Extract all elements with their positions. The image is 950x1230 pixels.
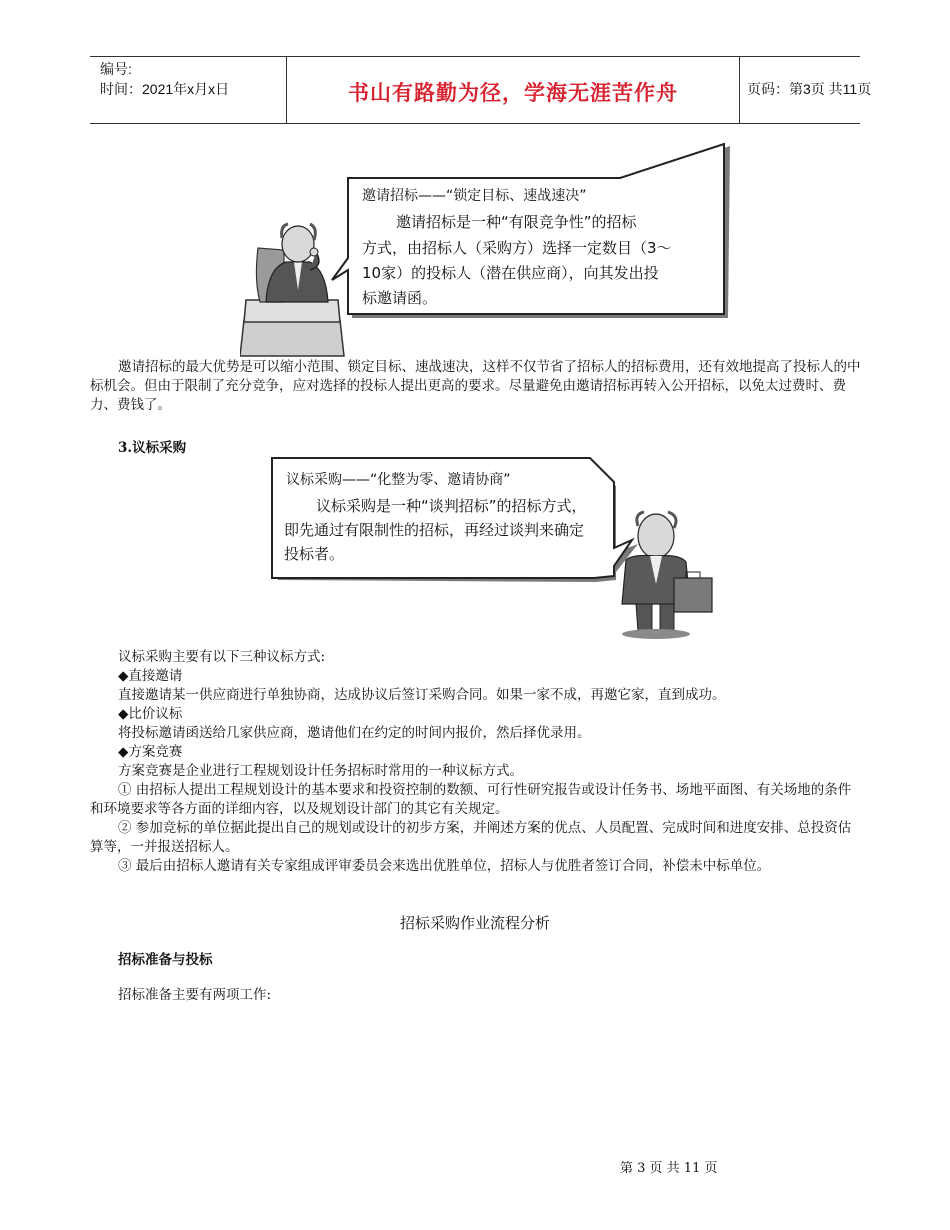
header-page-cell bbox=[739, 57, 872, 123]
prep-text: 招标准备主要有两项工作: bbox=[118, 987, 272, 1003]
method-compare-title: ◆比价议标 bbox=[118, 706, 183, 722]
prep-heading: 招标准备与投标 bbox=[118, 952, 213, 968]
invite-callout-line: 方式，由招标人（采购方）选择一定数目（3～ bbox=[362, 239, 672, 257]
contest-step-2: ② 参加竞标的单位据此提出自己的规划或设计的初步方案，并阐述方案的优点、人员配置、完成时间和进度安排、总投资估算等，一并报送招标人。 bbox=[90, 820, 852, 855]
negotiate-callout-line: 即先通过有限制性的招标，再经过谈判来确定 bbox=[284, 521, 585, 539]
method-contest-text: 方案竞赛是企业进行工程规划设计任务招标时常用的一种议标方式。 bbox=[118, 763, 523, 779]
contest-step-1: ① 由招标人提出工程规划设计的基本要求和投资控制的数额、可行性研究报告或设计任务书、场地平面图、有关场地的条件和环境要求等各方面的详细内容，以及规划设计部门的其它有关规定。 bbox=[90, 782, 852, 817]
page-header bbox=[90, 56, 872, 124]
method-compare-text: 将投标邀请函送给几家供应商，邀请他们在约定的时间内报价，然后择优录用。 bbox=[118, 725, 591, 741]
invite-callout-title: 邀请招标——“锁定目标、速战速决” bbox=[362, 188, 587, 204]
negotiate-callout-line: 议标采购是一种“谈判招标”的招标方式， bbox=[316, 497, 587, 515]
section-heading-negotiation: 3.议标采购 bbox=[118, 440, 187, 456]
invite-callout-line: 邀请招标是一种“有限竞争性”的招标 bbox=[396, 213, 637, 231]
header-motto: 书山有路勤为径，学海无涯苦作舟 bbox=[348, 81, 678, 105]
document-time-label: 时间：2021年x月x日 bbox=[100, 81, 230, 97]
invite-callout bbox=[240, 140, 740, 360]
contest-step-3: ③ 最后由招标人邀请有关专家组成评审委员会来选出优胜单位，招标人与优胜者签订合同，补偿未中标单位。 bbox=[118, 858, 771, 874]
method-direct-text: 直接邀请某一供应商进行单独协商，达成协议后签订采购合同。如果一家不成，再邀它家，直到成功。 bbox=[118, 687, 726, 703]
document-number-label: 编号: bbox=[100, 61, 132, 77]
flow-analysis-title: 招标采购作业流程分析 bbox=[399, 914, 550, 932]
invite-callout-line: 标邀请函。 bbox=[362, 289, 438, 307]
header-page-number: 页码：第3页 共11页 bbox=[747, 81, 872, 97]
header-meta-cell bbox=[90, 57, 286, 123]
page-footer: 第 3 页 共 11 页 bbox=[620, 1161, 718, 1176]
invite-paragraph: 邀请招标的最大优势是可以缩小范围、锁定目标、速战速决，这样不仅节省了招标人的招标费用，还有效地提高了投标人的中标机会。但由于限制了充分竞争，应对选择的投标人提出更高的要求。尽量避免由邀请招标再转入公开招标，以免太过费时、费力、费钱了。 bbox=[90, 359, 861, 413]
method-direct-title: ◆直接邀请 bbox=[118, 668, 183, 684]
negotiate-callout bbox=[270, 456, 730, 640]
header-motto-cell bbox=[286, 57, 740, 123]
negotiate-callout-line: 投标者。 bbox=[284, 545, 345, 563]
invite-callout-line: 10家）的投标人（潜在供应商），向其发出投 bbox=[362, 264, 659, 282]
methods-intro: 议标采购主要有以下三种议标方式: bbox=[118, 649, 326, 665]
negotiate-callout-title: 议标采购——“化整为零、邀请协商” bbox=[286, 472, 511, 488]
method-contest-title: ◆方案竞赛 bbox=[118, 744, 183, 760]
